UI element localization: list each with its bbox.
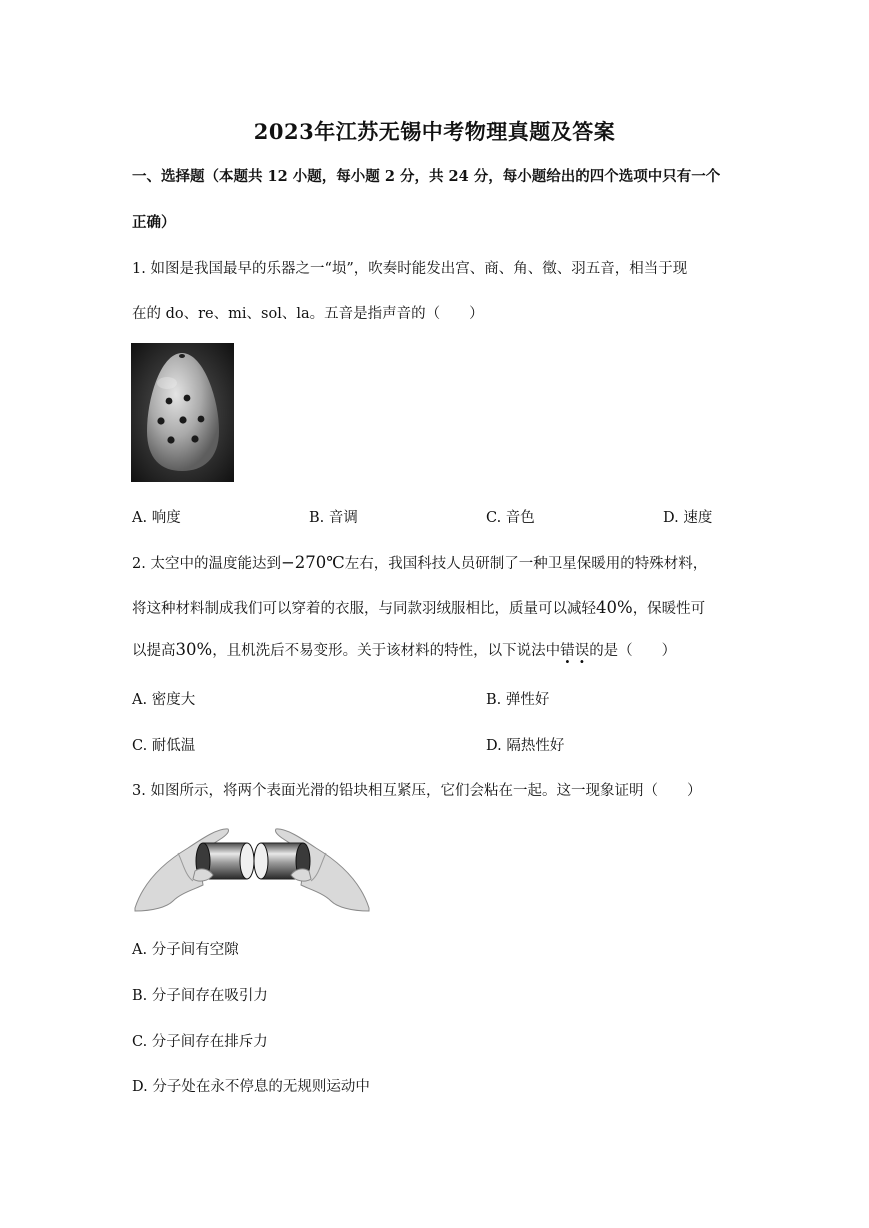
q1-text-line2: 在的 do、re、mi、sol、la。五音是指声音的（ ）	[132, 306, 484, 322]
q2-text-line1	[132, 552, 707, 573]
q2-line2-part-a: 将这种材料制成我们可以穿着的衣服，与同款羽绒服相比，质量可以减轻	[132, 601, 596, 617]
section-heading-line2: 正确）	[132, 214, 176, 231]
q2-option-d: D. 隔热性好	[486, 738, 565, 754]
q3-option-c: C. 分子间存在排斥力	[132, 1034, 268, 1050]
page-title: 2023年江苏无锡中考物理真题及答案	[253, 119, 616, 144]
xun-instrument-image	[131, 343, 234, 482]
q2-option-c: C. 耐低温	[132, 738, 196, 754]
q2-temperature: −270℃	[280, 553, 345, 572]
q2-line1-part-b: 左右，我国科技人员研制了一种卫星保暖用的特殊材料，	[344, 556, 708, 572]
q1-option-a: A. 响度	[132, 510, 181, 526]
q1-option-d: D. 速度	[663, 510, 713, 526]
section-heading-line1: 一、选择题（本题共 12 小题，每小题 2 分，共 24 分，每小题给出的四个选项中只有一个	[132, 168, 721, 185]
q2-mass-percent: 40%	[596, 598, 633, 617]
q2-line3-part-a: 以提高	[132, 643, 176, 659]
q2-text-line3	[132, 639, 676, 660]
q3-option-d: D. 分子处在永不停息的无规则运动中	[132, 1079, 370, 1095]
q2-line3-part-c: 的是（ ）	[589, 643, 677, 659]
q3-option-b: B. 分子间存在吸引力	[132, 988, 268, 1004]
q1-option-b: B. 音调	[309, 510, 358, 526]
q3-text-line1: 3. 如图所示，将两个表面光滑的铅块相互紧压，它们会粘在一起。这一现象证明（ ）	[132, 783, 702, 799]
lead-blocks-hands-image	[133, 823, 371, 913]
q2-line3-part-b: ，且机洗后不易变形。关于该材料的特性，以下说法中	[212, 643, 561, 659]
q2-warmth-percent: 30%	[175, 640, 213, 659]
q2-line2-part-b: ，保暖性可	[632, 601, 706, 617]
q2-text-line2	[132, 597, 705, 618]
q1-option-c: C. 音色	[486, 510, 535, 526]
q2-option-a: A. 密度大	[132, 692, 196, 708]
q3-option-a: A. 分子间有空隙	[132, 942, 239, 958]
q1-text-line1: 1. 如图是我国最早的乐器之一“埙”，吹奏时能发出宫、商、角、徵、羽五音，相当于现	[132, 261, 688, 277]
q2-emphasis-char-1: 错	[560, 643, 575, 659]
q2-option-b: B. 弹性好	[486, 692, 550, 708]
q2-line1-part-a: 2. 太空中的温度能达到	[132, 556, 281, 572]
q2-emphasis-char-2: 误	[574, 643, 590, 659]
